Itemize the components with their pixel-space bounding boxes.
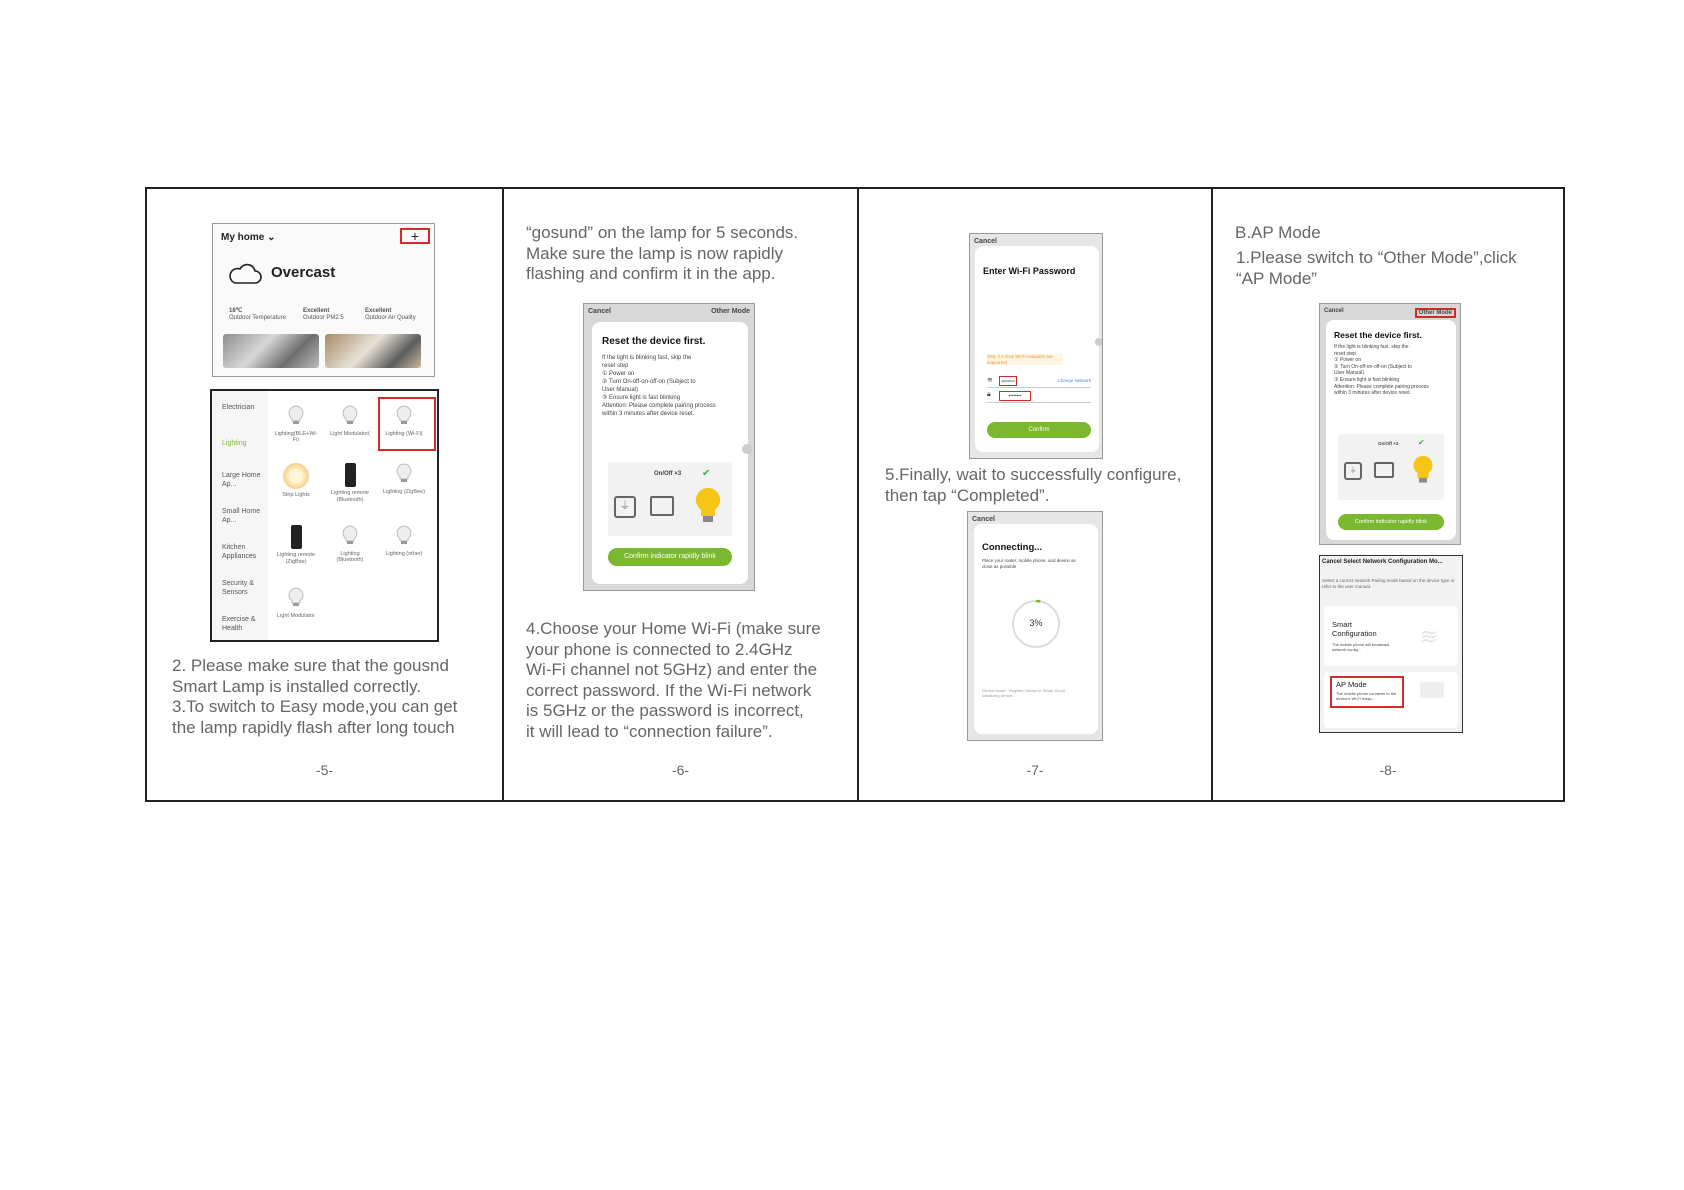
connecting-steps: Device found · Register Device to Smart Cloud · Initializing device... <box>982 688 1068 698</box>
reset-steps-illustration: On/Off ×3 ⏚ ✔ <box>1338 434 1444 500</box>
device-tile[interactable]: Lighting(BLE+Wi-Fi) <box>274 405 318 444</box>
yellow-bulb-icon <box>1412 454 1434 486</box>
wifi-icon: ≋ <box>987 377 993 384</box>
check-icon: ✔ <box>702 468 711 479</box>
progress-percent: 3% <box>1029 618 1043 628</box>
category-lighting[interactable]: Lighting <box>222 440 247 447</box>
category-kitchen[interactable]: Kitchen Appliances <box>222 544 257 560</box>
bulb-icon <box>341 405 359 425</box>
stat-temperature: 18℃ Outdoor Temperature <box>229 308 286 321</box>
weather-label: Overcast <box>271 264 336 281</box>
remote-icon <box>345 463 356 487</box>
other-mode-link[interactable]: Other Mode <box>1415 308 1456 318</box>
phone-header <box>972 516 1098 523</box>
category-electrician[interactable]: Electrician <box>222 404 255 411</box>
category-small-home[interactable]: Small Home Ap... <box>222 508 261 524</box>
phone-header <box>974 238 1098 245</box>
bulb-icon <box>287 405 305 425</box>
highlight-box <box>378 397 436 451</box>
device-tile[interactable]: Lighting (ZigBee) <box>382 463 426 495</box>
reset-steps-illustration: On/Off ×3 ⏚ ✔ <box>608 462 732 536</box>
ap-mode-option[interactable]: AP Mode The mobile phone connects to the device's Wi-Fi hotsp... <box>1324 672 1458 728</box>
strip-light-icon <box>283 463 309 489</box>
stat-air-quality: Excellent Outdoor Air Quality <box>365 308 416 321</box>
device-tile[interactable]: Light Modulator <box>274 587 318 619</box>
change-network-link[interactable]: Change Network <box>1057 378 1091 383</box>
wifi-warning: Only 2.4 GHz Wi-Fi networks are supported <box>987 354 1063 365</box>
device-tile[interactable]: Light Modulator( <box>328 405 372 437</box>
cloud-icon <box>227 262 263 286</box>
connecting-screenshot <box>967 511 1103 741</box>
lock-icon: 🔒︎ <box>987 391 991 398</box>
phone-header <box>1324 308 1456 318</box>
bulb-icon <box>287 587 305 607</box>
scroll-indicator[interactable] <box>1095 338 1103 346</box>
room-photo[interactable] <box>325 334 421 368</box>
category-large-home[interactable]: Large Home Ap... <box>222 472 261 488</box>
network-mode-header: Cancel Select Network Configuration Mo... <box>1322 559 1443 565</box>
check-icon: ✔ <box>1418 438 1425 447</box>
phone-header <box>588 308 750 315</box>
page-7-caption: 5.Finally, wait to successfully configure, then tap “Completed”. <box>885 465 1182 505</box>
add-device-screenshot <box>210 389 439 642</box>
wifi-card <box>975 246 1099 452</box>
wifi-password-screenshot <box>969 233 1103 459</box>
connecting-title: Connecting... <box>982 542 1043 553</box>
connecting-card <box>974 524 1098 734</box>
device-tile-wifi[interactable]: Lighting (Wi-Fi) <box>382 405 426 437</box>
scroll-indicator[interactable] <box>742 444 752 454</box>
reset-card <box>1326 320 1456 540</box>
reset-instructions: If the light is blinking fast, skip the reset step ① Power on ② Turn On-off-on-off-on (Subject to User Manual) ③ Ensure light is fast blinking Attention: Please complete pairing process within 3 minutes after device reset. <box>1334 344 1429 397</box>
page-7 <box>859 189 1213 800</box>
cancel-link[interactable]: Cancel <box>974 238 997 245</box>
ap-mode-heading: B.AP Mode <box>1235 223 1321 242</box>
cancel-link[interactable]: Cancel <box>972 516 995 523</box>
confirm-blink-button[interactable]: Confirm indicator rapidly blink <box>608 548 732 566</box>
ssid-field[interactable]: gosund <box>999 376 1017 386</box>
page-number: -6- <box>671 762 690 778</box>
device-tile[interactable]: Lighting remote (Bluetooth) <box>328 463 372 503</box>
wifi-title: Enter Wi-Fi Password <box>983 266 1076 276</box>
router-icon <box>1420 682 1444 698</box>
reset-instructions: If the light is blinking fast, skip the reset step ① Power on ② Turn On-off-on-off-on (Subject to User Manual) ③ Ensure light is fast blinking Attention: Please complete pairing process within 3 minutes after device reset. <box>602 355 716 417</box>
bulb-icon <box>341 525 359 545</box>
smart-config-option[interactable]: Smart Configuration The mobile phone will broadcast network config... ≋ <box>1324 606 1458 666</box>
page-6-caption: 4.Choose your Home Wi-Fi (make sure your phone is connected to 2.4GHz Wi-Fi channel not 5GHz) and enter the correct password. If the Wi-Fi network is 5GHz or the password is incorrect, it will lead to “connection failure”. <box>526 619 821 741</box>
home-title[interactable]: My home ⌄ <box>221 232 276 243</box>
manual-sheet <box>145 187 1565 802</box>
device-tile[interactable]: Lighting (other) <box>382 525 426 557</box>
category-exercise[interactable]: Exercise & Health <box>222 616 256 632</box>
page-number: -7- <box>1026 762 1044 778</box>
socket-icon: ⏚ <box>614 496 636 518</box>
page-6-intro: “gosund” on the lamp for 5 seconds. Make sure the lamp is now rapidly flashing and confirm it in the app. <box>526 223 799 283</box>
wifi-icon: ≋ <box>1419 624 1438 649</box>
device-tile[interactable]: Strip Lights <box>274 463 318 499</box>
home-screenshot <box>212 223 435 377</box>
confirm-button[interactable]: Confirm <box>987 422 1091 438</box>
cancel-link[interactable]: Cancel <box>588 308 611 315</box>
other-mode-link[interactable]: Other Mode <box>711 308 750 315</box>
password-field[interactable]: •••••••• <box>999 391 1031 401</box>
yellow-bulb-icon <box>694 486 722 526</box>
stat-pm25: Excellent Outdoor PM2.5 <box>303 308 344 321</box>
reset-device-screenshot <box>1319 303 1461 545</box>
connecting-subtitle: Place your router, mobile phone, and device as close as possible <box>982 558 1076 569</box>
socket-icon: ⏚ <box>1344 462 1362 480</box>
reset-device-screenshot <box>583 303 755 591</box>
confirm-blink-button[interactable]: Confirm indicator rapidly blink <box>1338 514 1444 530</box>
category-security[interactable]: Security & Sensors <box>222 580 254 596</box>
page-5 <box>147 189 504 800</box>
page-8 <box>1213 189 1563 800</box>
bulb-icon <box>395 463 413 483</box>
room-photo[interactable] <box>223 334 319 368</box>
page-number: -8- <box>1379 762 1397 778</box>
page-number: -5- <box>315 762 334 778</box>
network-mode-hint: Select a correct network Pairing mode based on the device type or refer to the user manual. <box>1322 578 1455 589</box>
chevron-down-icon: ⌄ <box>267 232 276 243</box>
page-8-intro: 1.Please switch to “Other Mode”,click “AP Mode” <box>1236 248 1517 288</box>
network-mode-screenshot <box>1319 555 1463 733</box>
add-icon[interactable]: + <box>400 228 430 244</box>
page-6 <box>504 189 859 800</box>
reset-card <box>592 322 748 584</box>
device-tile[interactable]: Lighting remote (ZigBee) <box>274 525 318 565</box>
switch-hand-icon <box>1374 462 1394 478</box>
cancel-link[interactable]: Cancel <box>1324 308 1344 314</box>
device-tile[interactable]: Lighting (Bluetooth) <box>328 525 372 564</box>
reset-title: Reset the device first. <box>1334 330 1422 340</box>
remote-icon <box>291 525 302 549</box>
switch-hand-icon <box>650 496 674 516</box>
bulb-icon <box>395 525 413 545</box>
page-5-caption: 2. Please make sure that the gousnd Smart Lamp is installed correctly. 3.To switch to Easy mode,you can get the lamp rapidly flash after long touch <box>172 656 458 737</box>
reset-title: Reset the device first. <box>602 336 706 347</box>
